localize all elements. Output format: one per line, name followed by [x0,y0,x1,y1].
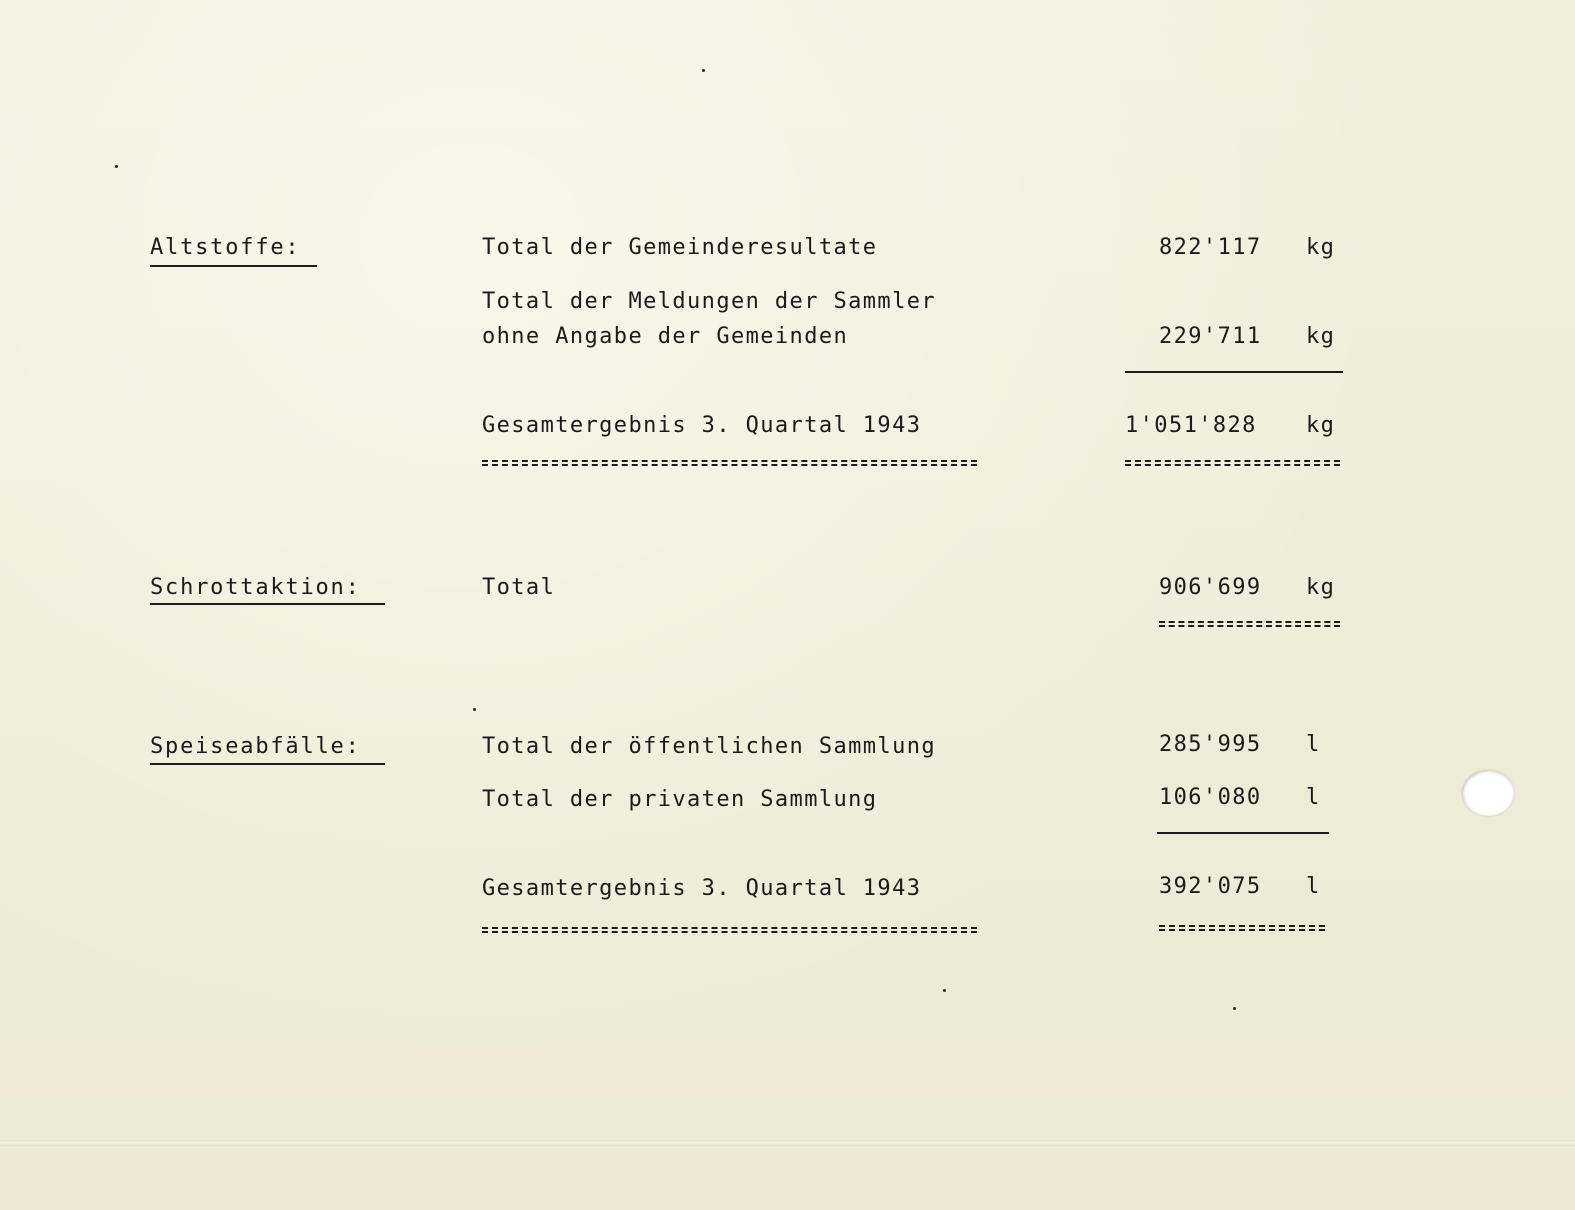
label-underline [150,763,385,765]
double-underline [482,460,977,466]
paper-speck [943,989,946,992]
paper-speck [115,165,118,168]
section-label-altstoffe: Altstoffe: [150,235,301,260]
row-text: Total der Meldungen der Sammler [482,289,936,314]
total-text: Gesamtergebnis 3. Quartal 1943 [482,413,922,438]
total-value: 1'051'828 [1125,413,1257,438]
row-text: Total der privaten Sammlung [482,787,878,812]
paper-speck [1233,1007,1236,1010]
section-label-schrottaktion: Schrottaktion: [150,575,361,600]
row-value: 822'117 [1159,235,1262,260]
row-unit: kg [1306,235,1336,260]
row-text: Total [482,575,556,600]
total-unit: l [1306,874,1321,899]
double-underline [1159,925,1325,931]
row-text-continued: ohne Angabe der Gemeinden [482,324,849,349]
sum-line [1125,371,1343,373]
double-underline [482,927,977,933]
row-unit: l [1306,785,1321,810]
paper-speck [702,69,705,72]
row-unit: kg [1306,575,1336,600]
row-value: 229'711 [1159,324,1262,349]
total-value: 392'075 [1159,874,1262,899]
double-underline [1159,621,1340,627]
row-value: 106'080 [1159,785,1262,810]
sum-line [1157,832,1329,834]
label-underline [150,603,385,605]
double-underline [1125,460,1340,466]
paper-speck [473,708,476,711]
row-value: 285'995 [1159,732,1262,757]
label-underline [150,265,317,267]
row-unit: kg [1306,324,1336,349]
row-text: Total der öffentlichen Sammlung [482,734,936,759]
punch-hole [1462,770,1514,816]
row-unit: l [1306,732,1321,757]
row-text: Total der Gemeinderesultate [482,235,878,260]
row-value: 906'699 [1159,575,1262,600]
total-unit: kg [1306,413,1336,438]
total-text: Gesamtergebnis 3. Quartal 1943 [482,876,922,901]
paper-fold [0,1140,1575,1146]
section-label-speiseabfaelle: Speiseabfälle: [150,734,361,759]
